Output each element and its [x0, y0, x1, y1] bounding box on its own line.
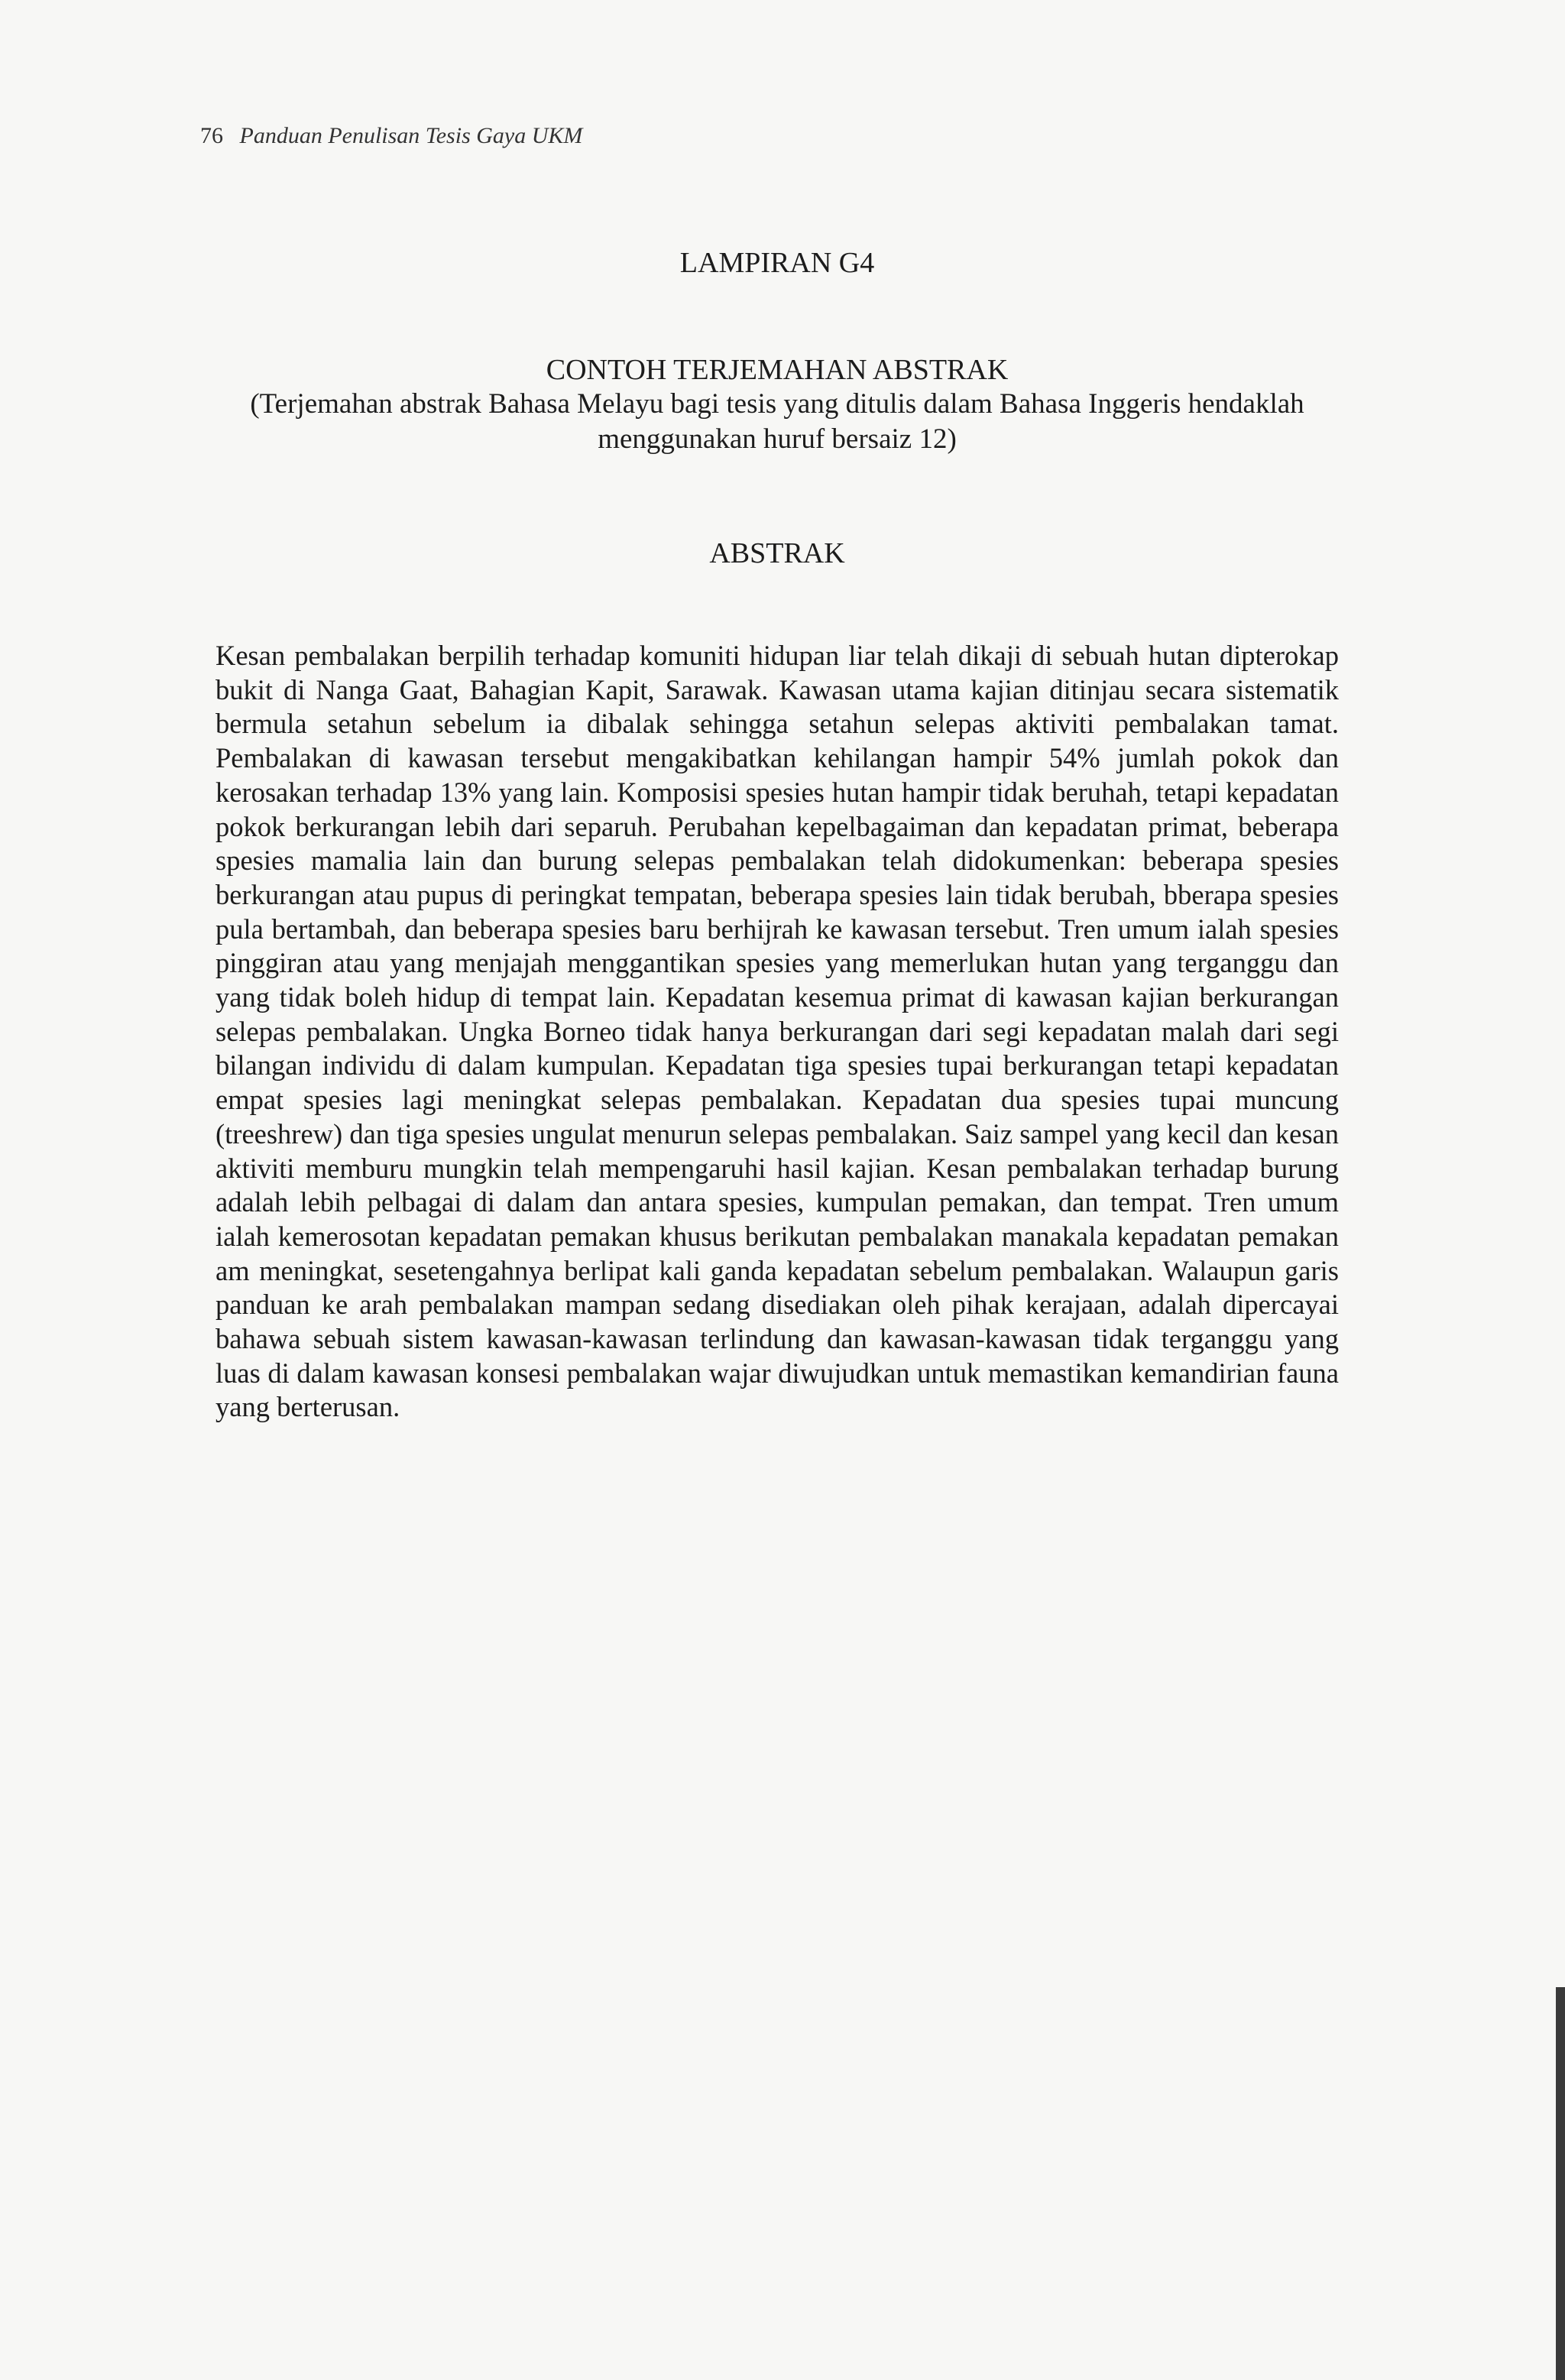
section-note: (Terjemahan abstrak Bahasa Melayu bagi tesis yang ditulis dalam Bahasa Inggeris hendaklah menggunakan huruf bersaiz 12): [250, 388, 1304, 455]
section-heading: CONTOH TERJEMAHAN ABSTRAK: [546, 354, 1009, 386]
page-edge-shadow: [1556, 1987, 1565, 2380]
page-number: 76: [200, 123, 223, 148]
abstract-body: Kesan pembalakan berpilih terhadap komuniti hidupan liar telah dikaji di sebuah hutan dipterokap bukit di Nanga Gaat, Bahagian Kapit, Sarawak. Kawasan utama kajian ditinjau secara sistematik bermula setahun sebelum ia dibalak sehingga setahun selepas aktiviti pembalakan tamat. Pembalakan di kawasan tersebut mengakibatkan kehilangan hampir 54% jumlah pokok dan kerosakan terhadap 13% yang lain. Komposisi spesies hutan hampir tidak beruhah, tetapi kepadatan pokok berkurangan lebih dari separuh. Perubahan kepelbagaiman dan kepadatan primat, beberapa spesies mamalia lain dan burung selepas pembalakan telah didokumenkan: beberapa spesies berkurangan atau pupus di peringkat tempatan, beberapa spesies lain tidak berubah, bberapa spesies pula bertambah, dan beberapa spesies baru berhijrah ke kawasan tersebut. Tren umum ialah spesies pinggiran atau yang menjajah menggantikan spesies yang memerlukan hutan yang terganggu dan yang tidak boleh hidup di tempat lain. Kepadatan kesemua primat di kawasan kajian berkurangan selepas pembalakan. Ungka Borneo tidak hanya berkurangan dari segi kepadatan malah dari segi bilangan individu di dalam kumpulan. Kepadatan tiga spesies tupai berkurangan tetapi kepadatan empat spesies lagi meningkat selepas pembalakan. Kepadatan dua spesies tupai muncung (treeshrew) dan tiga spesies ungulat menurun selepas pembalakan. Saiz sampel yang kecil dan kesan aktiviti memburu mungkin telah mempengaruhi hasil kajian. Kesan pembalakan terhadap burung adalah lebih pelbagai di dalam dan antara spesies, kumpulan pemakan, dan tempat. Tren umum ialah kemerosotan kepadatan pemakan khusus berikutan pembalakan manakala kepadatan pemakan am meningkat, sesetengahnya berlipat kali ganda kepadatan sebelum pembalakan. Walaupun garis panduan ke arah pembalakan mampan sedang disediakan oleh pihak kerajaan, adalah dipercayai bahawa sebuah sistem kawasan-kawasan terlindung dan kawasan-kawasan tidak terganggu yang luas di dalam kawasan konsesi pembalakan wajar diwujudkan untuk memastikan kemandirian fauna yang berterusan.: [215, 640, 1339, 1423]
running-header: [200, 121, 582, 151]
appendix-label: LAMPIRAN G4: [679, 247, 875, 279]
abstract-heading: ABSTRAK: [709, 537, 845, 569]
running-title: Panduan Penulisan Tesis Gaya UKM: [239, 123, 583, 148]
